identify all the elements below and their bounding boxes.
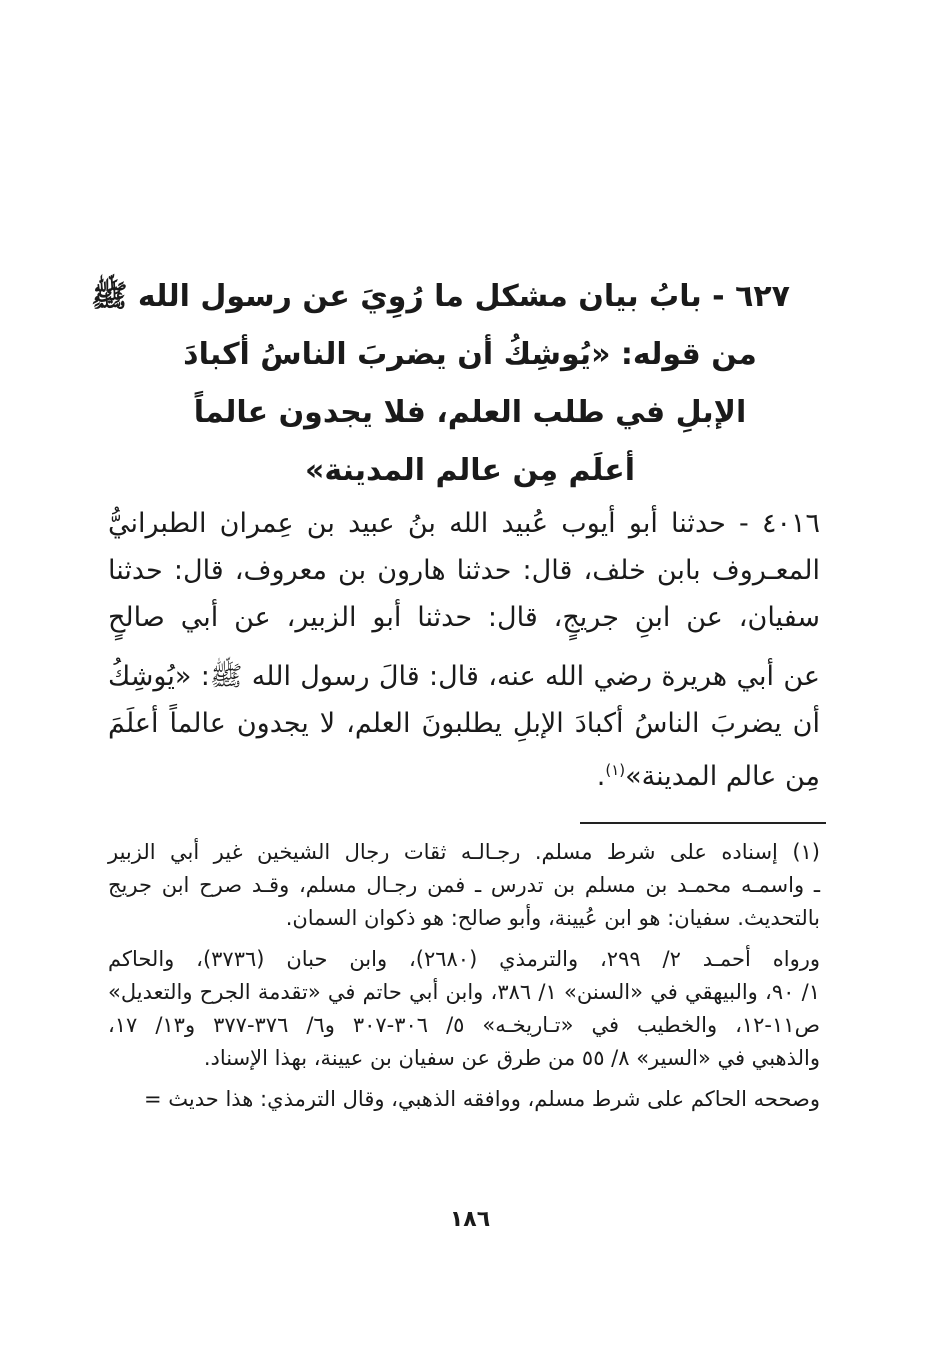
footnote-marker[interactable]: (١)	[605, 761, 626, 779]
footnote-line-4: ورواه أحمـد ٢/ ٢٩٩، والترمذي (٢٦٨٠)، وابن حبان (٣٧٣٦)، والحاكم	[108, 947, 820, 971]
footnote-divider	[580, 822, 826, 824]
chapter-heading-line-4: أعلَم مِن عالم المدينة»	[304, 453, 636, 488]
hadith-line-2: المعـروف بابن خلف، قال: حدثنا هارون بن معروف، قال: حدثنا	[108, 555, 820, 586]
hadith-number: ٤٠١٦ -	[739, 508, 820, 539]
chapter-heading	[91, 268, 790, 500]
footnotes	[108, 836, 820, 1116]
footnote-line-6: ص١١-١٢، والخطيب في «تـاريخـه» ٥/ ٣٠٦-٣٠٧ و٦/ ٣٧٦-٣٧٧ و١٣/ ١٧،	[108, 1013, 820, 1037]
hadith-end-mark: .	[596, 761, 606, 792]
footnote-line-5: ١/ ٩٠، والبيهقي في «السنن» ١/ ٣٨٦، وابن أبي حاتم في «تقدمة الجرح والتعديل»	[108, 980, 820, 1004]
hadith-line-4: عن أبي هريرة رضي الله عنه، قال: قالَ رسول الله ﷺ: «يُوشِكُ	[108, 661, 820, 692]
page-number: ١٨٦	[449, 1207, 491, 1232]
hadith-line-6-text: مِن عالم المدينة»	[625, 761, 820, 792]
hadith-line-6	[108, 747, 820, 800]
chapter-heading-line-2: من قوله: «يُوشِكُ أن يضربَ الناسُ أكبادَ	[183, 337, 757, 372]
footnote-line-2: ـ واسمـه محمـد بن مسلم بن تدرس ـ فمن رجـال مسلم، وقـد صرح ابن جريج	[108, 873, 820, 897]
footnote-line-3: بالتحديث. سفيان: هو ابن عُيينة، وأبو صالح: هو ذكوان السمان.	[285, 906, 820, 930]
footnote-line-1: (١) إسناده على شرط مسلم. رجـالـه ثقات رجال الشيخين غير أبي الزبير	[108, 840, 820, 864]
hadith-line-3: سفيان، عن ابنِ جريجٍ، قال: حدثنا أبو الزبير، عن أبي صالحٍ	[108, 602, 820, 633]
hadith-line-5: أن يضربَ الناسُ أكبادَ الإبلِ يطلبونَ العلم، لا يجدون عالماً أعلَمَ	[108, 708, 820, 739]
footnote-line-7: والذهبي في «السير» ٨/ ٥٥ من طرق عن سفيان بن عيينة، بهذا الإسناد.	[203, 1046, 820, 1070]
footnote-line-8: وصححه الحاكم على شرط مسلم، ووافقه الذهبي، وقال الترمذي: هذا حديث =	[144, 1087, 820, 1111]
hadith-line-1	[108, 500, 820, 547]
hadith-line-1-text: حدثنا أبو أيوب عُبيد الله بنُ عبيد بن عِمران الطبرانيُّ	[108, 508, 726, 539]
chapter-heading-line-3: الإبلِ في طلب العلم، فلا يجدون عالماً	[193, 395, 747, 430]
chapter-heading-line-1: ٦٢٧ - بابُ بيان مشكل ما رُوِيَ عن رسول الله ﷺ	[91, 279, 790, 314]
hadith-text	[108, 500, 820, 800]
